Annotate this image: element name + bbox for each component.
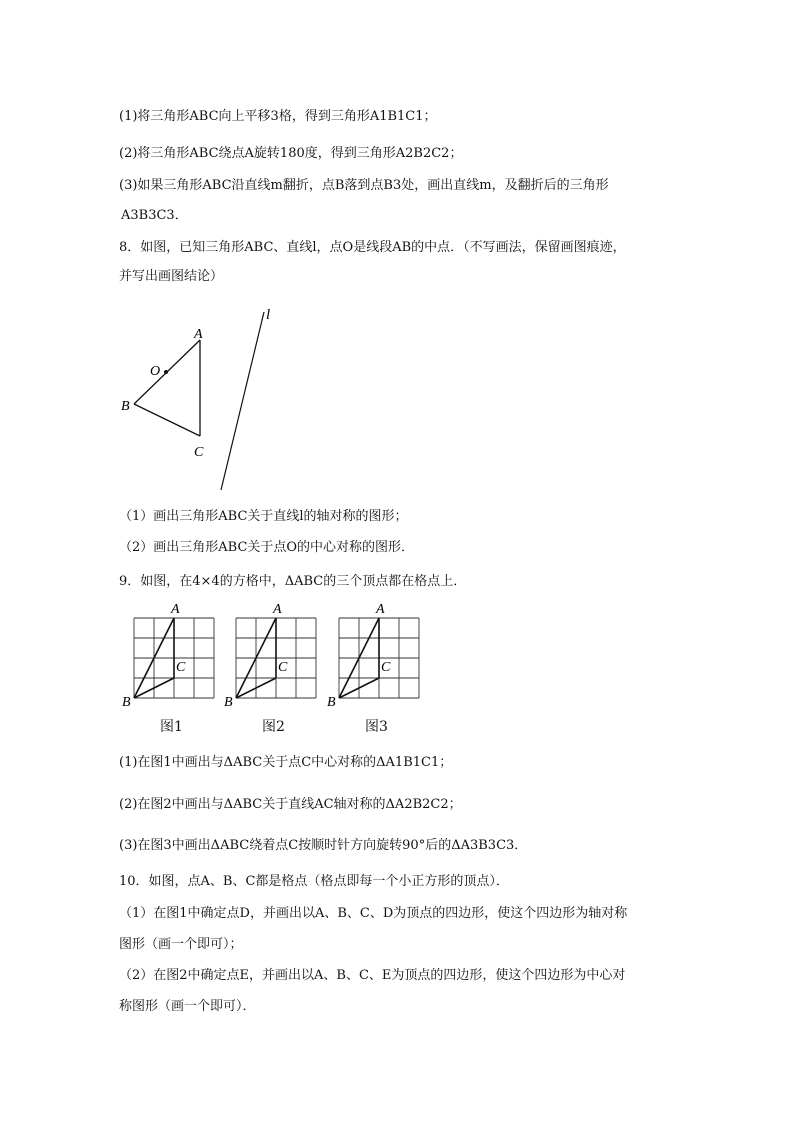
point-o <box>164 370 168 374</box>
q9-caption-3: 图3 <box>365 719 388 735</box>
label-c: C <box>381 660 391 675</box>
q8-sub1: （1）画出三角形ABC关于直线l的轴对称的图形； <box>119 509 408 524</box>
q9-stem: 9．如图，在4×4的方格中，ΔABC的三个顶点都在格点上． <box>119 574 467 589</box>
label-c: C <box>278 660 288 675</box>
q10-sub2-line1: （2）在图2中确定点E，并画出以A、B、C、E为顶点的四边形，使这个四边形为中心对 <box>119 968 626 983</box>
q9-grid-figure-1 <box>118 598 228 716</box>
q8-sub2: （2）画出三角形ABC关于点O的中心对称的图形． <box>119 540 415 555</box>
label-o: O <box>150 364 161 379</box>
label-a: A <box>273 602 282 617</box>
q7-part3-line1: (3)如果三角形ABC沿直线m翻折，点B落到点B3处，画出直线m，及翻折后的三角形 <box>119 178 609 193</box>
label-a: A <box>194 327 203 342</box>
q8-stem-line1: 8．如图，已知三角形ABC、直线l，点O是线段AB的中点．（不写画法，保留画图痕迹， <box>119 240 626 255</box>
q9-sub2: (2)在图2中画出与ΔABC关于直线AC轴对称的ΔA2B2C2； <box>119 797 462 812</box>
q10-sub1-line1: （1）在图1中确定点D，并画出以A、B、C、D为顶点的四边形，使这个四边形为轴对称 <box>119 906 628 921</box>
label-c: C <box>176 660 186 675</box>
q9-caption-1: 图1 <box>160 719 183 735</box>
label-b: B <box>327 695 336 710</box>
label-l: l <box>266 307 271 323</box>
side-bc <box>134 404 200 436</box>
q9-caption-2: 图2 <box>262 719 285 735</box>
q7-part1: (1)将三角形ABC向上平移3格，得到三角形A1B1C1； <box>119 109 437 124</box>
label-b: B <box>224 695 233 710</box>
q10-stem: 10．如图，点A、B、C都是格点（格点即每一个小正方形的顶点）． <box>119 874 509 889</box>
q7-part3-line2: A3B3C3． <box>121 208 188 223</box>
q7-part2: (2)将三角形ABC绕点A旋转180度，得到三角形A2B2C2； <box>119 146 463 161</box>
q10-sub1-line2: 图形（画一个即可）； <box>119 937 243 952</box>
q9-grid-figure-2 <box>220 598 330 716</box>
line-l <box>221 312 264 490</box>
q9-grid-figure-3 <box>323 598 433 716</box>
q10-sub2-line2: 称图形（画一个即可）． <box>119 999 256 1014</box>
q9-sub1: (1)在图1中画出与ΔABC关于点C中心对称的ΔA1B1C1； <box>119 755 453 770</box>
label-c: C <box>194 445 204 460</box>
label-b: B <box>121 399 130 414</box>
q8-figure <box>110 300 300 500</box>
q8-stem-line2: 并写出画图结论） <box>119 269 224 284</box>
label-a: A <box>171 602 180 617</box>
q9-sub3: (3)在图3中画出ΔABC绕着点C按顺时针方向旋转90°后的ΔA3B3C3． <box>119 838 528 853</box>
label-a: A <box>376 602 385 617</box>
label-b: B <box>122 695 131 710</box>
